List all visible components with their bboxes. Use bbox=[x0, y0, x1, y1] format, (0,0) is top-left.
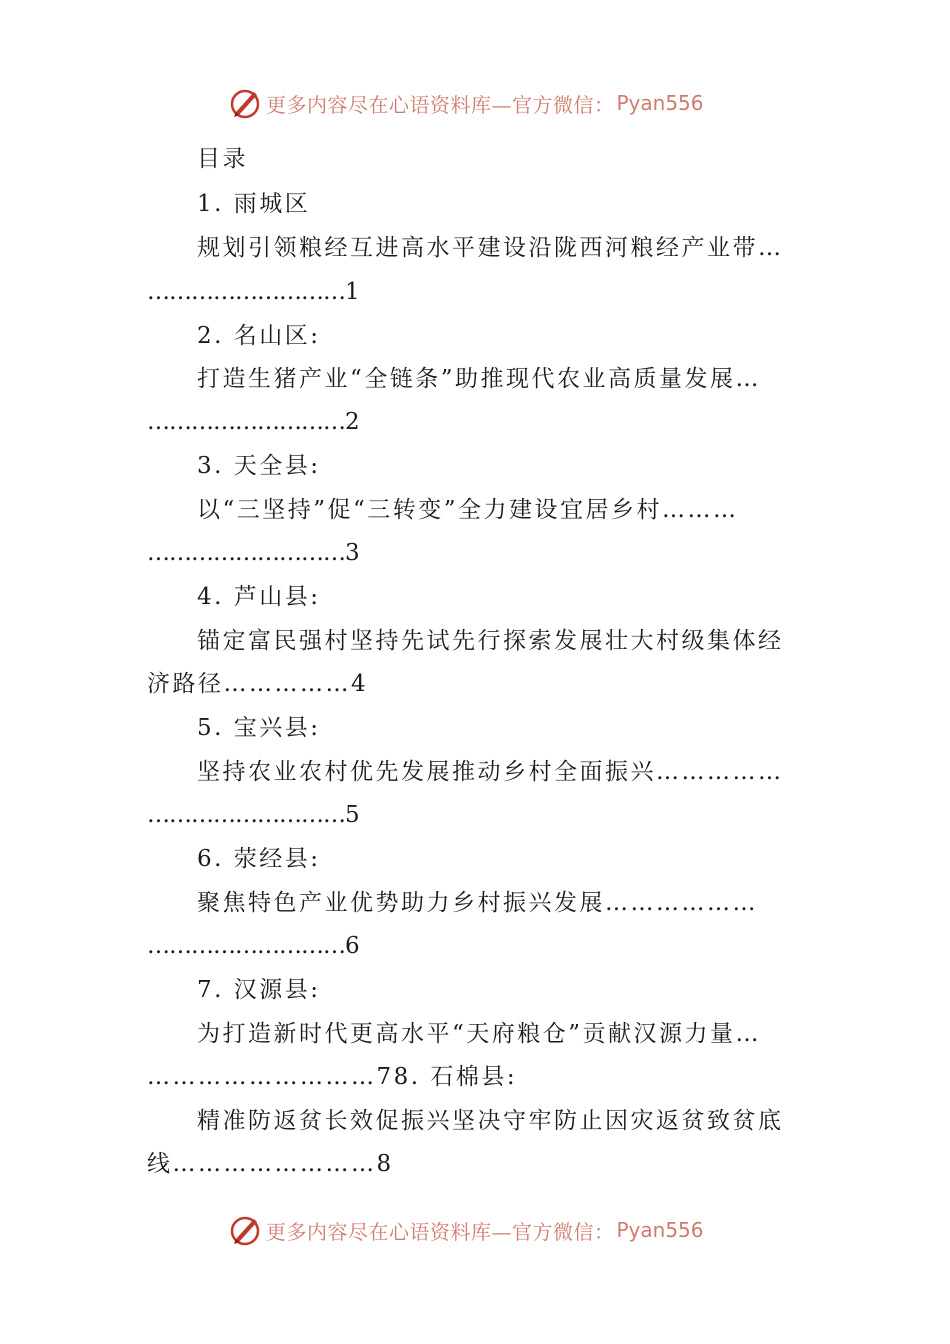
toc-title: 目录 bbox=[197, 146, 248, 172]
banner-wechat-id: Pyan556 bbox=[616, 1218, 704, 1242]
toc-heading-6: 6. 荥经县: bbox=[197, 846, 321, 872]
toc-entry-6-line2: ………………………6 bbox=[147, 933, 359, 959]
toc-entry-7-line2: ………………………78. 石棉县: bbox=[147, 1064, 518, 1090]
pen-logo-icon bbox=[228, 1213, 262, 1247]
toc-heading-3: 3. 天全县: bbox=[197, 453, 321, 479]
toc-entry-5-line1: 坚持农业农村优先发展推动乡村全面振兴…………… bbox=[197, 759, 784, 785]
toc-entry-4-line2: 济路径……………4 bbox=[147, 671, 369, 697]
toc-entry-3-line2: ………………………3 bbox=[147, 540, 359, 566]
toc-heading-7: 7. 汉源县: bbox=[197, 977, 321, 1003]
toc-entry-3-line1: 以“三坚持”促“三转变”全力建设宜居乡村……… bbox=[197, 497, 739, 523]
toc-entry-1-line2: ………………………1 bbox=[147, 279, 359, 305]
toc-entry-5-line2: ………………………5 bbox=[147, 802, 359, 828]
toc-heading-1: 1. 雨城区 bbox=[197, 191, 311, 217]
banner-text: 更多内容尽在心语资料库—官方微信： bbox=[266, 92, 615, 117]
pen-logo-icon bbox=[228, 86, 262, 120]
toc-entry-1-line1: 规划引领粮经互进高水平建设沿陇西河粮经产业带… bbox=[197, 235, 784, 261]
toc-heading-5: 5. 宝兴县: bbox=[197, 715, 321, 741]
toc-heading-4: 4. 芦山县: bbox=[197, 584, 321, 610]
header-banner bbox=[228, 83, 704, 123]
toc-heading-2: 2. 名山区: bbox=[197, 323, 321, 349]
toc-entry-4-line1: 锚定富民强村坚持先试先行探索发展壮大村级集体经 bbox=[197, 628, 784, 654]
toc-entry-8-line1: 精准防返贫长效促振兴坚决守牢防止因灾返贫致贫底 bbox=[197, 1108, 784, 1134]
footer-banner bbox=[228, 1210, 704, 1250]
banner-wechat-id: Pyan556 bbox=[616, 91, 704, 115]
toc-entry-7-line1: 为打造新时代更高水平“天府粮仓”贡献汉源力量… bbox=[197, 1021, 762, 1047]
toc-entry-2-line1: 打造生猪产业“全链条”助推现代农业高质量发展… bbox=[197, 366, 762, 392]
toc-entry-8-line2: 线……………………8 bbox=[147, 1151, 394, 1177]
toc-entry-6-line1: 聚焦特色产业优势助力乡村振兴发展……………… bbox=[197, 890, 758, 916]
toc-entry-2-line2: ………………………2 bbox=[147, 409, 359, 435]
banner-text: 更多内容尽在心语资料库—官方微信： bbox=[266, 1219, 615, 1244]
